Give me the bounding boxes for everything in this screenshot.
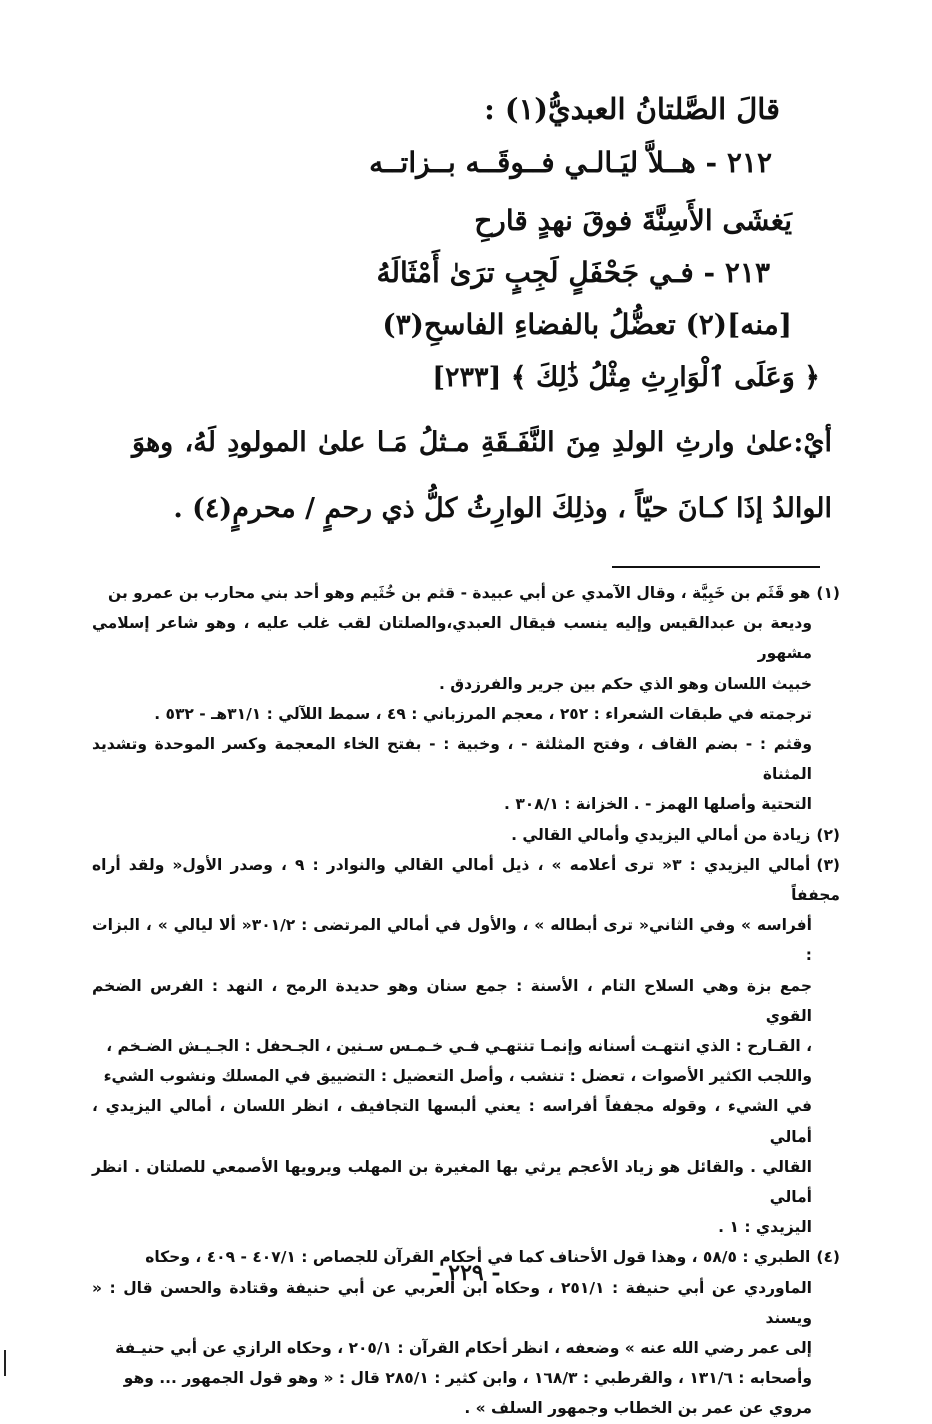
verse-212-first-hemistich: ٢١٢ - هــلاَّ ليَـالـي فــوقَــه بــزاتــه xyxy=(369,146,772,179)
footnote-line: وقثم : - بضم القاف ، وفتح المثلثة - ، وخبية : - بفتح الخاء المعجمة وكسر الموحدة وتشديد المثناة xyxy=(92,735,812,784)
commentary-paragraph: أيْ:علىٰ وارثِ الولدِ مِنَ النَّفَـقَةِ مـثلُ مَـا علىٰ المولودِ لَهُ، وهوَ الوالدُ إذَا كـانَ حيّاً ، وذلِكَ الوارِثُ كلُّ ذي رحمٍ / محرمٍ(٤) . xyxy=(132,427,832,524)
footnote-line: اليزيدي : ١ . xyxy=(718,1218,812,1237)
footnote-3 xyxy=(92,850,840,1243)
footnote-number: (٤) xyxy=(816,1248,840,1267)
footnote-line: خبيث اللسان وهو الذي حكم بين جرير والفرزدق . xyxy=(439,674,812,693)
page-number: - ٢٢٩ - xyxy=(431,1260,501,1286)
footnote-number: (١) xyxy=(816,584,840,602)
verse-213-second-hemistich: [منه](٢) تعضُّلُ بالفضاءِ الفاسحِ(٣) xyxy=(382,308,792,341)
footnote-line: واللجب الكثير الأصوات ، تعضل : تنشب ، وأصل التعضيل : التضييق في المسلك ونشوب الشيء xyxy=(103,1067,812,1086)
footnote-2 xyxy=(92,820,840,850)
footnote-separator xyxy=(612,566,820,568)
footnote-line: إلى عمر رضي الله عنه » وضعفه ، انظر أحكام القرآن : ٢٠٥/١ ، وحكاه الرازي عن أبي حنيـفة xyxy=(115,1339,812,1358)
footnote-line: زيادة من أمالي اليزيدي وأمالي القالي . xyxy=(511,825,811,844)
footnote-1 xyxy=(92,578,840,820)
footnote-line: ، القـارح : الذي انتهـت أسنانه وإنمـا تنتهـي فـي خـمـس سـنين ، الجـحفل : الجـيـش الضـخم ، xyxy=(106,1037,812,1056)
footnote-line: هو قَثَم بن خَبِيَّة ، وقال الآمدي عن أبي عبيدة - قثم بن خُثَيم وهو أحد بني محارب بن عمرو بن xyxy=(108,584,811,602)
verse-212-second-hemistich: يَغشَى الأَسِنَّةَ فوقَ نهدٍ قارحِ xyxy=(474,204,792,237)
quran-verse: ﴿ وَعَلَى ٱلْوَارِثِ مِثْلُ ذَٰلِكَ ﴾ [٢٣٣] xyxy=(432,362,820,393)
footnote-line: جمع بزة وهي السلاح التام ، الأسنة : جمع سنان وهو حديدة الرمح ، النهد : الفرس الضخم القوي xyxy=(92,976,812,1025)
footnote-line: الطبري : ٥٨/٥ ، وهذا قول الأحناف كما في أحكام القرآن للجصاص : ٤٠٧/١ - ٤٠٩ ، وحكاه xyxy=(145,1248,811,1267)
footnote-line: القالي . والقائل هو زياد الأعجم يرثي بها المغيرة بن المهلب ويرويها الأصمعي للصلتان . انظر أمالي xyxy=(92,1157,812,1207)
scan-edge-mark xyxy=(4,1350,6,1376)
footnote-line: الماوردي عن أبي حنيفة : ٢٥١/١ ، وحكاه ابن العربي عن أبي حنيفة وقتادة والحسن قال : « ويسند xyxy=(92,1278,812,1327)
footnote-line: وأصحابه : ١٣١/٦ ، والقرطبي : ١٦٨/٣ ، وابن كثير : ٢٨٥/١ قال : « وهو قول الجمهور ... وهو xyxy=(123,1369,812,1388)
footnote-line: ترجمته في طبقات الشعراء : ٢٥٢ ، معجم المرزباني : ٤٩ ، سمط اللآلي : ٣١/١هـ - ٥٣٢ . xyxy=(154,704,812,723)
footnotes-section xyxy=(92,578,840,1424)
footnote-line: التحتية وأصلها الهمز - . الخزانة : ٣٠٨/١ . xyxy=(504,795,812,814)
footnote-number: (٣) xyxy=(816,855,840,874)
footnote-number: (٢) xyxy=(816,825,840,844)
footnote-line: وديعة بن عبدالقيس وإليه ينسب فيقال العبدي،والصلتان لقب غلب عليه ، وهو شاعر إسلامي مشهور xyxy=(92,614,812,663)
footnote-line: مروي عن عمر بن الخطاب وجمهور السلف » . xyxy=(464,1399,812,1418)
footnote-line: أفراسه » وفي الثاني« ترى أبطاله » ، والأول في أمالي المرتضى : ٣٠١/٢« ألا ليالي » ، البزات : xyxy=(92,916,812,965)
footnote-line: أمالي اليزيدي : ٣« ترى أعلامه » ، ذيل أمالي القالي والنوادر : ٩ ، وصدر الأول« ولقد أراه مجففاً xyxy=(92,855,840,905)
poet-intro: قالَ الصَّلتانُ العبديُّ(١) : xyxy=(484,92,780,126)
footnote-line: في الشيء ، وقوله مجففاً أفراسه : يعني ألبسها التجافيف ، انظر اللسان ، أمالي اليزيدي ، أمالي xyxy=(92,1097,812,1146)
verse-213-first-hemistich: ٢١٣ - فـي جَحْفَلٍ لَجِبٍ ترَىٰ أَمْثَالَهُ xyxy=(376,256,770,289)
